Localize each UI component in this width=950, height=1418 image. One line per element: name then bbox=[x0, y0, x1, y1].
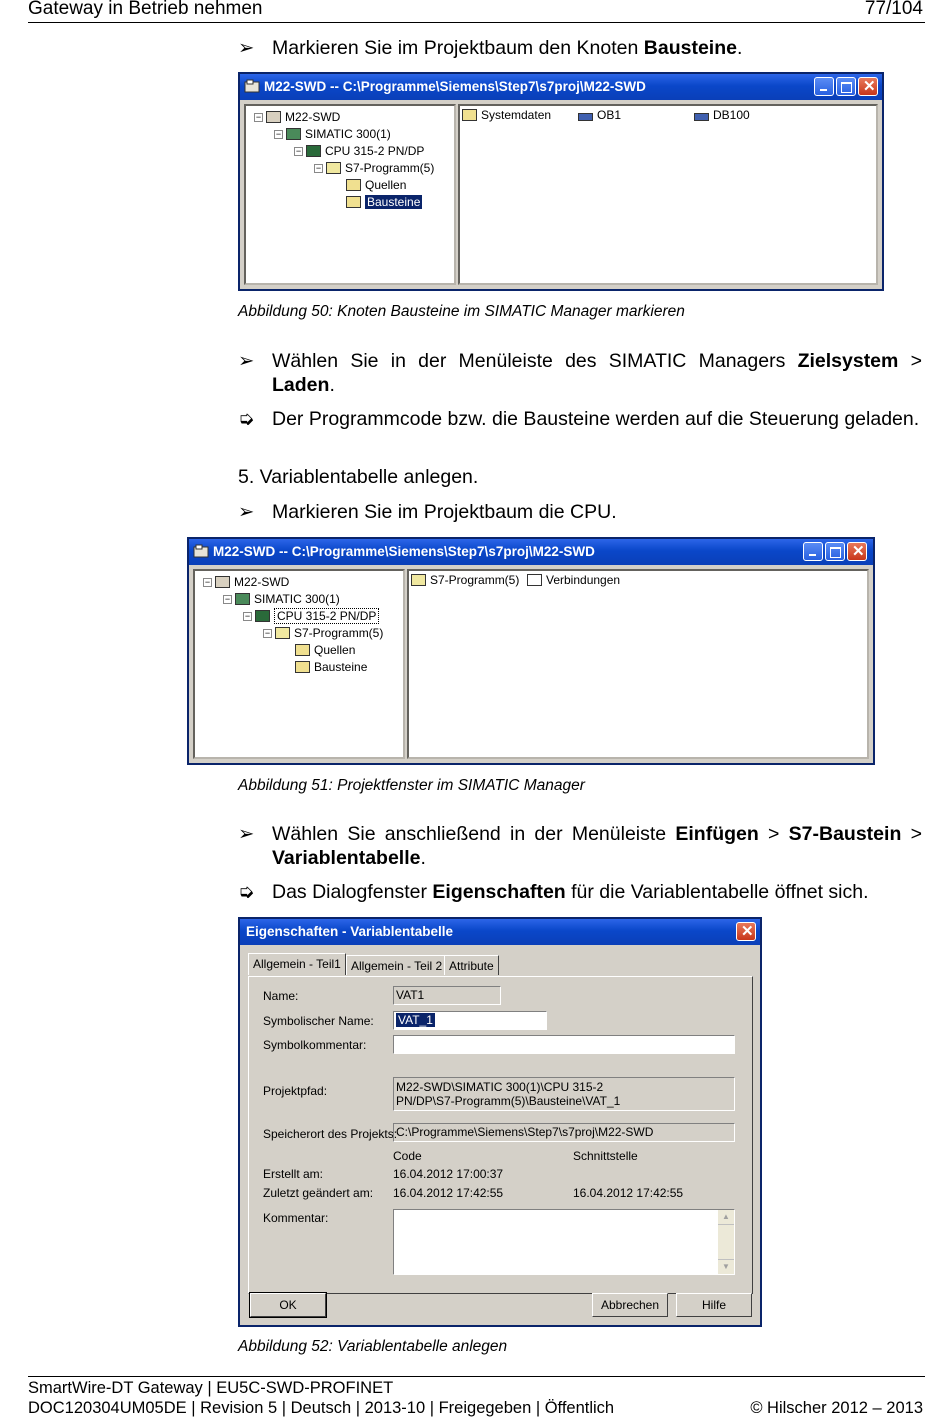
connections-icon bbox=[527, 574, 542, 586]
tab-general-2[interactable]: Allgemein - Teil 2 bbox=[346, 955, 447, 975]
collapse-icon[interactable]: − bbox=[264, 628, 271, 638]
station-icon bbox=[286, 128, 301, 140]
tree-node-project[interactable]: M22-SWD bbox=[266, 109, 340, 125]
content-item-ob1[interactable]: OB1 bbox=[578, 108, 621, 122]
project-path-label: Projektpfad: bbox=[263, 1084, 328, 1098]
storage-location-label: Speicherort des Projekts: bbox=[263, 1127, 398, 1141]
close-button[interactable] bbox=[847, 542, 867, 561]
footer-product: SmartWire-DT Gateway | EU5C-SWD-PROFINET bbox=[28, 1379, 394, 1397]
s7-program-icon bbox=[326, 162, 341, 174]
close-icon: ✕ bbox=[863, 78, 876, 95]
simatic-manager-window-fig51 bbox=[187, 537, 875, 765]
tree-node-program[interactable]: S7-Programm(5) bbox=[326, 160, 434, 176]
step-select-blocks: ➢ Markieren Sie im Projektbaum den Knoten Bausteine. bbox=[238, 37, 743, 59]
ok-button[interactable]: OK bbox=[250, 1293, 326, 1317]
project-icon bbox=[193, 544, 209, 558]
content-item-systemdata[interactable]: Systemdaten bbox=[462, 108, 551, 122]
comment-label: Kommentar: bbox=[263, 1211, 329, 1225]
page-footer bbox=[28, 1376, 925, 1418]
storage-location-field: C:\Programme\Siemens\Step7\s7proj\M22-SWD bbox=[393, 1123, 735, 1142]
title-bar bbox=[240, 919, 760, 945]
step-load: ➢ Wählen Sie in der Menüleiste des SIMATIC Managers Zielsystem > Laden. bbox=[238, 350, 922, 396]
project-tree[interactable] bbox=[193, 569, 405, 759]
window-title: M22-SWD -- C:\Programme\Siemens\Step7\s7proj\M22-SWD bbox=[213, 544, 595, 559]
scroll-down-icon[interactable]: ▼ bbox=[718, 1259, 734, 1274]
tab-panel bbox=[248, 976, 753, 1294]
tree-node-sources[interactable]: Quellen bbox=[346, 177, 406, 193]
tree-node-cpu[interactable]: CPU 315-2 PN/DP bbox=[255, 608, 379, 624]
minimize-button[interactable] bbox=[814, 77, 834, 96]
station-icon bbox=[235, 593, 250, 605]
close-button[interactable] bbox=[736, 922, 756, 941]
header-title: Gateway in Betrieb nehmen bbox=[28, 0, 263, 19]
created-code-value: 16.04.2012 17:00:37 bbox=[393, 1167, 504, 1181]
project-path-field: M22-SWD\SIMATIC 300(1)\CPU 315-2 PN/DP\S7-Programm(5)\Bausteine\VAT_1 bbox=[393, 1077, 735, 1111]
scroll-up-icon[interactable]: ▲ bbox=[718, 1210, 734, 1225]
symbol-comment-input[interactable] bbox=[393, 1035, 735, 1054]
folder-icon bbox=[462, 109, 477, 121]
figure-caption-50: Abbildung 50: Knoten Bausteine im SIMATIC Manager markieren bbox=[238, 303, 685, 320]
block-icon bbox=[578, 113, 593, 121]
tab-strip bbox=[248, 955, 753, 977]
simatic-manager-window-fig50 bbox=[238, 72, 884, 291]
maximize-button[interactable] bbox=[825, 542, 845, 561]
content-item-db100[interactable]: DB100 bbox=[694, 108, 750, 122]
page-number: 77/104 bbox=[864, 0, 923, 19]
modified-label: Zuletzt geändert am: bbox=[263, 1186, 374, 1200]
page-header bbox=[28, 0, 925, 23]
result-arrow-icon: ➭ bbox=[238, 881, 255, 903]
result-dialog-opens: ➭ Das Dialogfenster Eigenschaften für die Variablentabelle öffnet sich. bbox=[238, 881, 869, 903]
s7-program-icon bbox=[275, 627, 290, 639]
result-arrow-icon: ➭ bbox=[238, 408, 255, 430]
cpu-icon bbox=[255, 610, 270, 622]
folder-icon bbox=[346, 179, 361, 191]
tab-general-1[interactable]: Allgemein - Teil1 bbox=[248, 953, 346, 975]
cpu-icon bbox=[306, 145, 321, 157]
symbol-comment-label: Symbolkommentar: bbox=[263, 1038, 367, 1052]
figure-caption-52: Abbildung 52: Variablentabelle anlegen bbox=[238, 1338, 508, 1355]
maximize-button[interactable] bbox=[836, 77, 856, 96]
dialog-title: Eigenschaften - Variablentabelle bbox=[246, 924, 454, 939]
title-bar bbox=[240, 74, 882, 100]
help-button[interactable]: Hilfe bbox=[676, 1293, 752, 1317]
arrow-bullet-icon: ➢ bbox=[238, 501, 255, 523]
modified-interface-value: 16.04.2012 17:42:55 bbox=[573, 1186, 684, 1200]
symbolic-name-label: Symbolischer Name: bbox=[263, 1014, 374, 1028]
project-icon bbox=[215, 576, 230, 588]
collapse-icon[interactable]: − bbox=[255, 112, 262, 122]
tree-node-blocks[interactable]: Bausteine bbox=[295, 659, 367, 675]
modified-code-value: 16.04.2012 17:42:55 bbox=[393, 1186, 504, 1200]
name-label: Name: bbox=[263, 989, 299, 1003]
s7-program-icon bbox=[411, 574, 426, 586]
tree-node-project[interactable]: M22-SWD bbox=[215, 574, 289, 590]
tree-node-station[interactable]: SIMATIC 300(1) bbox=[286, 126, 391, 142]
footer-document-info: DOC120304UM05DE | Revision 5 | Deutsch | 2013-10 | Freigegeben | Öffentlich bbox=[28, 1399, 615, 1417]
window-title: M22-SWD -- C:\Programme\Siemens\Step7\s7proj\M22-SWD bbox=[264, 79, 646, 94]
cancel-button[interactable]: Abbrechen bbox=[592, 1293, 668, 1317]
arrow-bullet-icon: ➢ bbox=[238, 37, 255, 59]
collapse-icon[interactable]: − bbox=[244, 611, 251, 621]
close-icon: ✕ bbox=[852, 543, 865, 560]
folder-icon bbox=[295, 644, 310, 656]
collapse-icon[interactable]: − bbox=[204, 577, 211, 587]
symbolic-name-input[interactable]: VAT_1 bbox=[393, 1011, 547, 1030]
blocks-folder-icon bbox=[295, 661, 310, 673]
properties-dialog bbox=[238, 917, 762, 1327]
content-item-connections[interactable]: Verbindungen bbox=[527, 573, 620, 587]
title-bar bbox=[189, 539, 873, 565]
section-heading-5: 5. Variablentabelle anlegen. bbox=[238, 466, 479, 488]
close-button[interactable] bbox=[858, 77, 878, 96]
project-icon bbox=[266, 111, 281, 123]
comment-textarea[interactable] bbox=[393, 1209, 735, 1275]
scrollbar[interactable] bbox=[718, 1210, 734, 1274]
collapse-icon[interactable]: − bbox=[315, 163, 322, 173]
collapse-icon[interactable]: − bbox=[224, 594, 231, 604]
content-item-s7-program[interactable]: S7-Programm(5) bbox=[411, 573, 519, 587]
column-code: Code bbox=[393, 1149, 422, 1163]
tree-node-blocks[interactable]: Bausteine bbox=[346, 194, 422, 210]
tree-node-station[interactable]: SIMATIC 300(1) bbox=[235, 591, 340, 607]
content-pane bbox=[458, 104, 878, 285]
arrow-bullet-icon: ➢ bbox=[238, 350, 255, 372]
collapse-icon[interactable]: − bbox=[295, 146, 302, 156]
content-pane bbox=[407, 569, 869, 759]
name-field: VAT1 bbox=[393, 986, 501, 1005]
figure-caption-51: Abbildung 51: Projektfenster im SIMATIC Manager bbox=[238, 777, 585, 794]
column-interface: Schnittstelle bbox=[573, 1149, 638, 1163]
tab-attributes[interactable]: Attribute bbox=[444, 955, 499, 975]
project-icon bbox=[244, 79, 260, 93]
block-icon bbox=[694, 113, 709, 121]
collapse-icon[interactable]: − bbox=[275, 129, 282, 139]
tree-node-program[interactable]: S7-Programm(5) bbox=[275, 625, 383, 641]
project-tree[interactable] bbox=[244, 104, 456, 285]
close-icon: ✕ bbox=[741, 923, 754, 940]
arrow-bullet-icon: ➢ bbox=[238, 823, 255, 845]
tree-node-cpu[interactable]: CPU 315-2 PN/DP bbox=[306, 143, 424, 159]
minimize-button[interactable] bbox=[803, 542, 823, 561]
tree-node-sources[interactable]: Quellen bbox=[295, 642, 355, 658]
step-select-cpu: ➢ Markieren Sie im Projektbaum die CPU. bbox=[238, 501, 617, 523]
step-insert-vartable: ➢ Wählen Sie anschließend in der Menüleiste Einfügen > S7-Baustein > Variablentabelle. bbox=[238, 823, 922, 869]
blocks-folder-icon bbox=[346, 196, 361, 208]
footer-copyright: © Hilscher 2012 – 2013 bbox=[750, 1399, 923, 1417]
result-load: ➭ Der Programmcode bzw. die Bausteine werden auf die Steuerung geladen. bbox=[238, 408, 920, 430]
created-label: Erstellt am: bbox=[263, 1167, 324, 1181]
